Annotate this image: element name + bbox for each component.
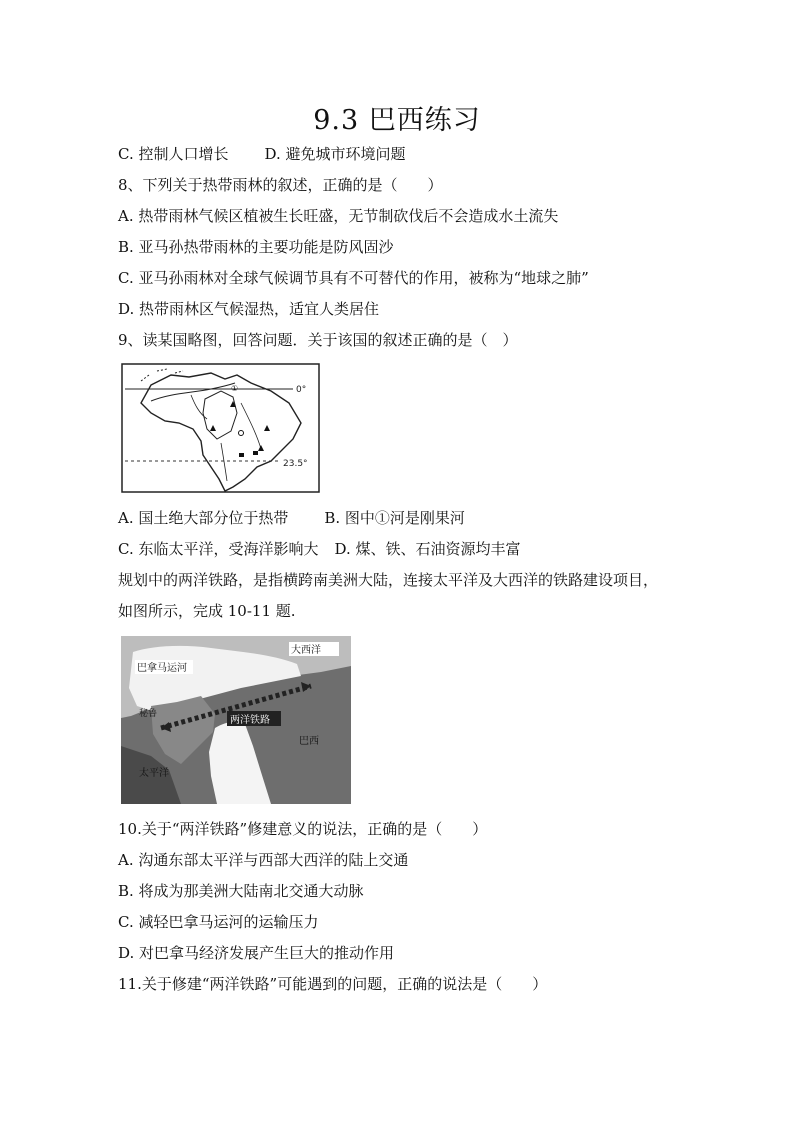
page-title: 9.3 巴西练习 — [313, 105, 481, 136]
q10-stem: 10.关于“两洋铁路”修建意义的说法，正确的是（ ） — [118, 820, 488, 838]
q8-option-d: D. 热带雨林区气候湿热，适宜人类居住 — [118, 300, 380, 318]
two-ocean-railway-map — [121, 636, 351, 804]
peru-label: 秘鲁 — [139, 709, 158, 719]
pacific-label: 太平洋 — [139, 768, 169, 779]
brazil-label: 巴西 — [299, 736, 319, 747]
q9-options-row1 — [118, 508, 465, 528]
q10-option-d: D. 对巴拿马经济发展产生巨大的推动作用 — [118, 944, 395, 962]
q10-option-a: A. 沟通东部太平洋与西部大西洋的陆上交通 — [118, 851, 409, 869]
q10-option-c: C. 减轻巴拿马运河的运输压力 — [118, 913, 319, 931]
q8-option-b: B. 亚马孙热带雨林的主要功能是防风固沙 — [118, 238, 394, 256]
q8-stem: 8、下列关于热带雨林的叙述，正确的是（ ） — [118, 176, 443, 194]
q8-option-a: A. 热带雨林气候区植被生长旺盛，无节制砍伐后不会造成水土流失 — [118, 207, 559, 225]
q9-option-a: A. 国土绝大部分位于热带 — [118, 509, 289, 527]
equator-label: 0° — [296, 385, 307, 395]
tropic-label: 23.5° — [283, 459, 308, 469]
atlantic-label: 大西洋 — [291, 645, 321, 656]
map-frame — [122, 364, 319, 492]
mine-symbol-1 — [239, 453, 244, 457]
q9-option-c: C. 东临太平洋，受海洋影响大 — [118, 540, 319, 558]
q9-options-row2 — [118, 539, 521, 559]
q9-stem: 9、读某国略图，回答问题．关于该国的叙述正确的是（ ） — [118, 331, 518, 349]
q9-option-d: D. 煤、铁、石油资源均丰富 — [334, 540, 521, 558]
intro-line-2: 如图所示，完成 10-11 题. — [118, 602, 296, 620]
q7-options-row — [118, 144, 406, 164]
railway-label: 两洋铁路 — [230, 715, 270, 726]
country-sketch-map — [121, 363, 320, 493]
q10-option-b: B. 将成为那美洲大陆南北交通大动脉 — [118, 882, 364, 900]
panama-canal-label: 巴拿马运河 — [137, 663, 187, 674]
q7-option-d: D. 避免城市环境问题 — [264, 145, 406, 163]
q9-option-b: B. 图中①河是刚果河 — [324, 509, 465, 527]
intro-line-1: 规划中的两洋铁路，是指横跨南美洲大陆，连接太平洋及大西洋的铁路建设项目， — [118, 571, 659, 589]
mine-symbol-2 — [253, 451, 258, 455]
q8-option-c: C. 亚马孙雨林对全球气候调节具有不可替代的作用，被称为“地球之肺” — [118, 269, 589, 287]
q7-option-c: C. 控制人口增长 — [118, 145, 229, 163]
q11-stem: 11.关于修建“两洋铁路”可能遇到的问题，正确的说法是（ ） — [118, 975, 548, 993]
river-mark: ① — [231, 384, 239, 393]
